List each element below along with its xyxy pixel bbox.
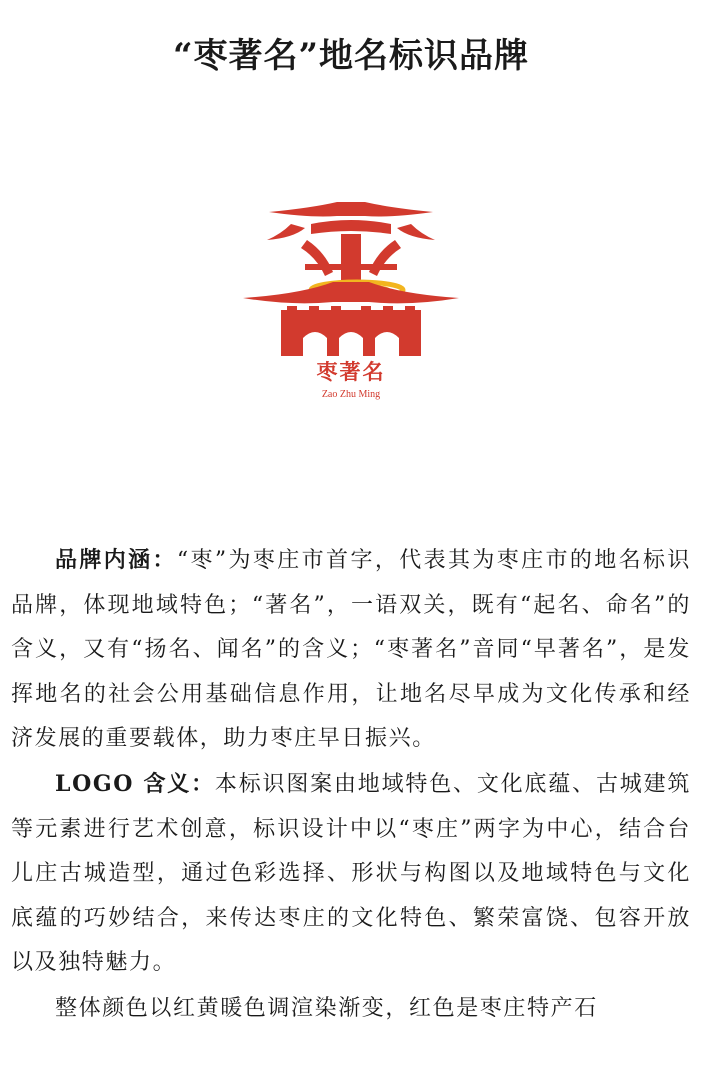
logo-pinyin-name: Zao Zhu Ming <box>321 389 381 400</box>
document-title: “枣著名”地名标识品牌 <box>172 36 530 76</box>
paragraph-text: “枣”为枣庄市首字，代表其为枣庄市的地名标识品牌，体现地域特色；“著名”，一语双关，既有“起名、命名”的含义，又有“扬名、闻名”的含义；“枣著名”音同“早著名”，是发挥地名的社会公用基础信息作用，让地名尽早成为文化传承和经济发展的重要载体，助力枣庄早日振兴。 <box>11 548 691 752</box>
paragraph-logo-meaning <box>11 762 691 986</box>
paragraph-color <box>11 986 691 1032</box>
paragraph-text: 本标识图案由地域特色、文化底蕴、古城建筑等元素进行艺术创意，标识设计中以“枣庄”两字为中心，结合台儿庄古城造型，通过色彩选择、形状与构图以及地域特色与文化底蕴的巧妙结合，来传达枣庄的文化特色、繁荣富饶、包容开放以及独特魅力。 <box>11 771 691 976</box>
logo-chinese-name: 枣著名 <box>316 359 386 384</box>
ancient-city-gate-icon <box>241 198 461 358</box>
paragraph-lead: LOGO 含义： <box>55 770 215 797</box>
body-text <box>11 538 691 1032</box>
paragraph-text: 整体颜色以红黄暖色调渲染渐变，红色是枣庄特产石 <box>55 995 598 1021</box>
brand-logo <box>241 198 461 408</box>
paragraph-brand-meaning <box>11 538 691 762</box>
paragraph-lead: 品牌内涵： <box>55 547 177 573</box>
